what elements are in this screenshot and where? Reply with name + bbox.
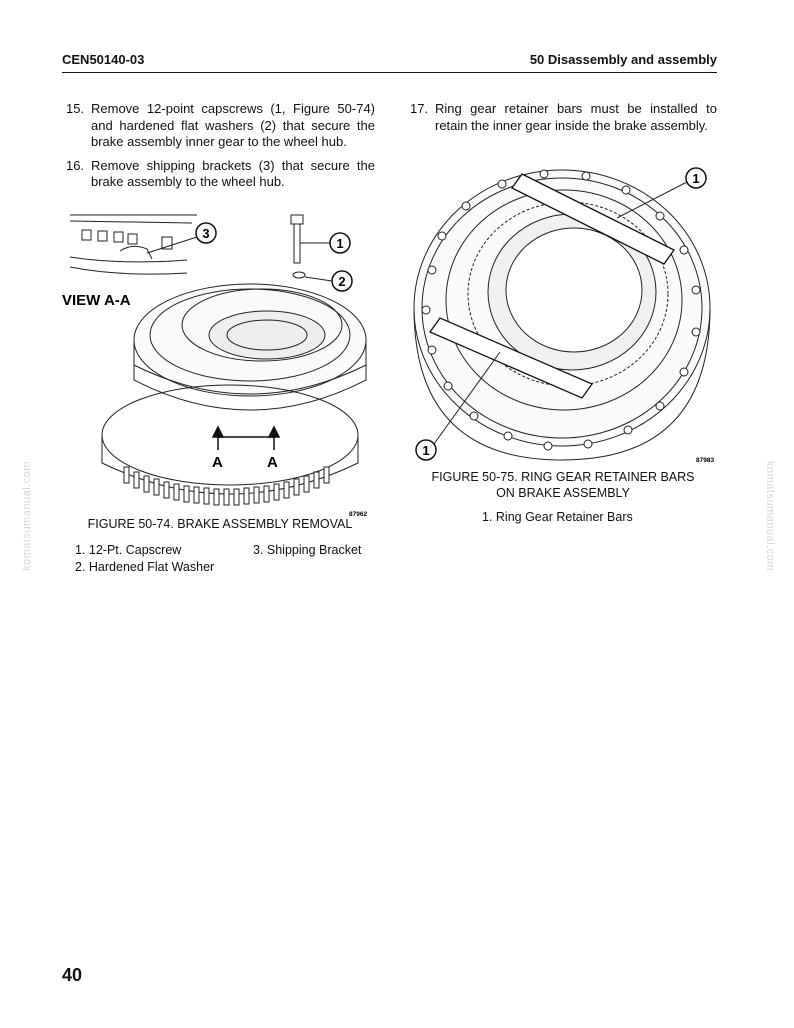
callout-1-number: 1 [336,236,344,251]
page-number: 40 [62,965,83,985]
step-15 [66,101,375,151]
header-rule [62,72,717,73]
document-code: CEN50140-03 [62,52,145,67]
view-label: VIEW A-A [62,292,131,309]
drawing-id: 87983 [696,457,715,464]
brake-assembly-drawing [102,284,366,494]
figure-50-75-caption-line2: ON BRAKE ASSEMBLY [496,486,630,500]
figure-50-75-caption-line1: FIGURE 50-75. RING GEAR RETAINER BARS [431,470,695,484]
capscrew-drawing [294,223,300,263]
watermark-left: komatsumanual.com [21,461,33,571]
section-arrows [213,427,279,450]
section-title: 50 Disassembly and assembly [529,52,717,67]
ring-gear-retainer-bars-figure [402,160,722,468]
left-column-steps [66,101,375,198]
callout-1-lower-number: 1 [422,443,430,458]
section-mark-a-right: A [267,454,278,471]
figure-50-74-legend-item-1: 1. 12-Pt. Capscrew [75,543,182,557]
figure-50-75-legend-item-1: 1. Ring Gear Retainer Bars [482,510,633,524]
callout-1-upper-number: 1 [692,171,700,186]
step-number: 17. [410,101,429,116]
right-column-steps [410,101,717,141]
step-text: Remove 12-point capscrews (1, Figure 50-74) and hardened flat washers (2) that secure the brake assembly inner gear to the wheel hub. [91,101,375,149]
step-text: Remove shipping brackets (3) that secure the brake assembly to the wheel hub. [91,157,375,189]
gear-teeth [124,467,329,505]
step-17 [410,101,717,134]
section-mark-a-left: A [212,454,223,471]
figure-50-74-legend-item-3: 3. Shipping Bracket [253,543,362,557]
brake-assembly-removal-figure [62,205,372,525]
step-text: Ring gear retainer bars must be installed to retain the inner gear inside the brake assembly. [435,101,717,133]
drawing-id: 87962 [349,511,368,518]
step-number: 16. [66,157,85,173]
view-a-a-inset [70,215,197,274]
figure-50-74-caption: FIGURE 50-74. BRAKE ASSEMBLY REMOVAL [87,517,353,531]
watermark-right: komatsumanual.com [764,461,776,571]
washer-drawing [293,272,305,278]
step-16 [66,158,375,191]
callout-3-number: 3 [202,226,210,241]
step-number: 15. [66,101,85,116]
figure-50-74-legend-item-2: 2. Hardened Flat Washer [75,560,215,574]
callout-2-number: 2 [338,274,346,289]
